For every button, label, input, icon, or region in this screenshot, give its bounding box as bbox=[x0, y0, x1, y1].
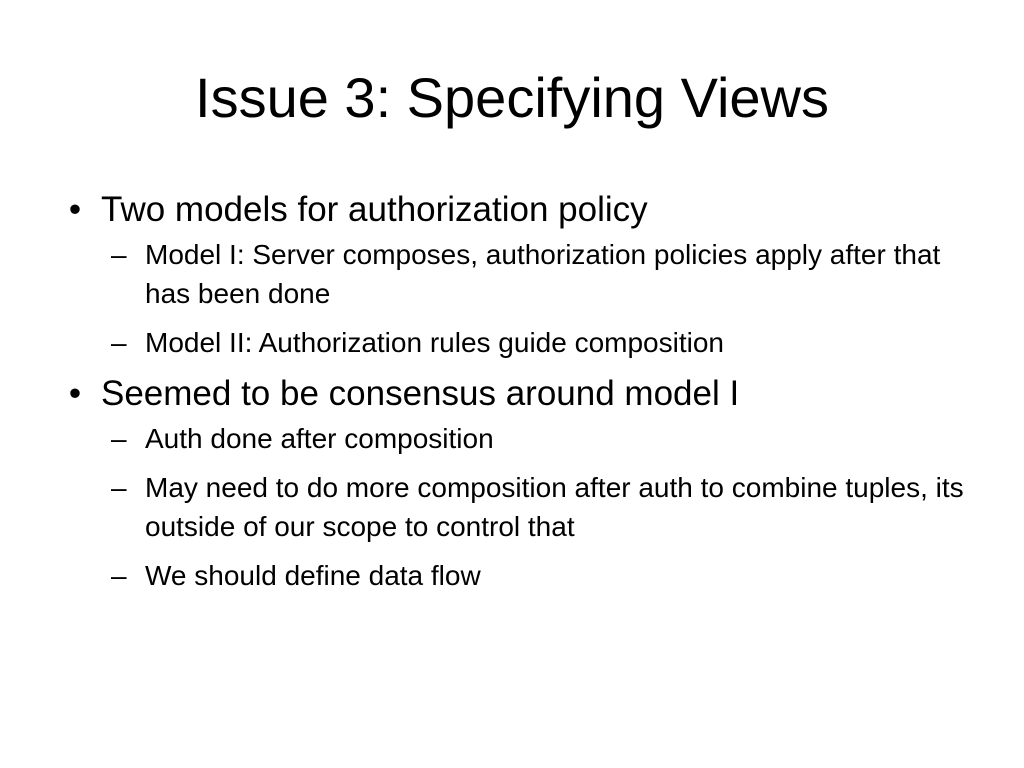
sub-bullet-marker: – bbox=[111, 560, 127, 591]
sub-bullet-text: Model I: Server composes, authorization policies apply after that has been done bbox=[145, 239, 941, 309]
bullet-item bbox=[60, 188, 990, 362]
bullet-text: Seemed to be consensus around model I bbox=[101, 374, 740, 413]
bullet-item bbox=[60, 372, 990, 595]
sub-bullet-list bbox=[101, 419, 990, 595]
sub-bullet-text: We should define data flow bbox=[145, 560, 481, 591]
slide-title: Issue 3: Specifying Views bbox=[195, 66, 829, 129]
bullet-marker: • bbox=[68, 374, 82, 413]
bullet-list bbox=[60, 188, 990, 605]
sub-bullet-list bbox=[101, 235, 990, 362]
sub-bullet-marker: – bbox=[111, 423, 127, 454]
bullet-marker: • bbox=[68, 190, 82, 229]
sub-bullet-marker: – bbox=[111, 327, 127, 358]
sub-bullet-marker: – bbox=[111, 472, 127, 503]
sub-bullet-text: May need to do more composition after auth to combine tuples, its outside of our scope to control that bbox=[145, 472, 964, 542]
sub-bullet-item bbox=[101, 419, 990, 458]
sub-bullet-text: Model II: Authorization rules guide composition bbox=[145, 327, 724, 358]
sub-bullet-marker: – bbox=[111, 239, 127, 270]
bullet-text: Two models for authorization policy bbox=[101, 190, 648, 229]
sub-bullet-text: Auth done after composition bbox=[145, 423, 494, 454]
sub-bullet-item bbox=[101, 468, 990, 546]
sub-bullet-item bbox=[101, 323, 990, 362]
sub-bullet-item bbox=[101, 556, 990, 595]
sub-bullet-item bbox=[101, 235, 990, 313]
